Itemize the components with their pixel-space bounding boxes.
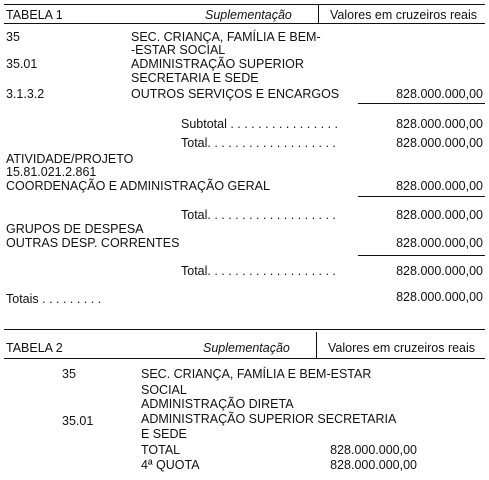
table1-atividade-rule bbox=[358, 196, 485, 197]
table2-header-divider bbox=[316, 332, 317, 358]
table1-top-rule bbox=[4, 4, 485, 5]
table2-desc-35-line2: SOCIAL bbox=[141, 383, 187, 397]
table2-quota-value: 828.000.000,00 bbox=[330, 458, 417, 472]
table1-type: Suplementação bbox=[205, 8, 292, 22]
table1-grupos-rule bbox=[358, 255, 485, 256]
table1-desc-3501-line1: ADMINISTRAÇÃO SUPERIOR bbox=[131, 57, 304, 71]
table1-value-3132: 828.000.000,00 bbox=[396, 87, 483, 101]
table2-type: Suplementação bbox=[203, 341, 290, 355]
table2-total-label: TOTAL bbox=[141, 443, 181, 457]
table1-total1-label: Total. . . . . . . . . . . . . . . . . . . bbox=[181, 136, 336, 150]
table1-total1-value: 828.000.000,00 bbox=[396, 136, 483, 150]
table1-code-3501: 35.01 bbox=[6, 57, 38, 71]
table1-total2-label: Total. . . . . . . . . . . . . . . . . . . bbox=[181, 208, 336, 222]
table1-grupos-value: 828.000.000,00 bbox=[396, 236, 483, 250]
table1-desc-3501-line2: SECRETARIA E SEDE bbox=[131, 71, 259, 85]
table2-desc-3501-line1: ADMINISTRAÇÃO SUPERIOR SECRETARIA bbox=[141, 412, 397, 426]
table1-value-rule bbox=[358, 103, 485, 104]
table1-atividade-label: ATIVIDADE/PROJETO bbox=[6, 152, 134, 166]
table1-totais-label: Totais . . . . . . . . . bbox=[6, 292, 102, 306]
table2-label: TABELA 2 bbox=[6, 341, 63, 355]
table1-atividade-value: 828.000.000,00 bbox=[396, 179, 483, 193]
table2-desc-35-line1: SEC. CRIANÇA, FAMÍLIA E BEM-ESTAR bbox=[141, 367, 372, 381]
table1-label: TABELA 1 bbox=[6, 8, 63, 22]
table2-top-rule bbox=[4, 329, 485, 330]
table2-unit: Valores em cruzeiros reais bbox=[328, 341, 476, 355]
table2-total-value: 828.000.000,00 bbox=[330, 443, 417, 457]
table1-total3-value: 828.000.000,00 bbox=[396, 264, 483, 278]
table2-quota-label: 4ª QUOTA bbox=[141, 458, 200, 472]
table1-subtotal-label: Subtotal . . . . . . . . . . . . . . . . bbox=[181, 117, 339, 131]
table1-header-rule bbox=[4, 23, 485, 24]
table1-subtotal-value: 828.000.000,00 bbox=[396, 117, 483, 131]
table1-desc-35-line2: -ESTAR SOCIAL bbox=[131, 43, 226, 57]
table2-desc-3501-line2: E SEDE bbox=[141, 427, 187, 441]
table1-desc-3132: OUTROS SERVIÇOS E ENCARGOS bbox=[131, 87, 340, 101]
table1-grupos-label: GRUPOS DE DESPESA bbox=[6, 222, 144, 236]
table1-code-35: 35 bbox=[6, 30, 20, 44]
table2-desc-35-line3: ADMINISTRAÇÃO DIRETA bbox=[141, 397, 294, 411]
table1-totais-value: 828.000.000,00 bbox=[396, 290, 483, 304]
table1-atividade-code: 15.81.021.2.861 bbox=[6, 165, 97, 179]
table1-code-3132: 3.1.3.2 bbox=[6, 87, 45, 101]
table1-unit: Valores em cruzeiros reais bbox=[330, 8, 478, 22]
table1-atividade-desc: COORDENAÇÃO E ADMINISTRAÇÃO GERAL bbox=[6, 179, 270, 193]
table2-code-35: 35 bbox=[62, 367, 76, 381]
table1-grupos-desc: OUTRAS DESP. CORRENTES bbox=[6, 236, 180, 250]
table1-total3-label: Total. . . . . . . . . . . . . . . . . . . bbox=[181, 264, 336, 278]
table2-header-rule bbox=[4, 358, 485, 359]
table2-code-3501: 35.01 bbox=[62, 414, 94, 428]
table1-desc-35-line1: SEC. CRIANÇA, FAMÍLIA E BEM- bbox=[131, 30, 321, 44]
table1-total2-value: 828.000.000,00 bbox=[396, 208, 483, 222]
table1-header-divider bbox=[318, 4, 319, 23]
